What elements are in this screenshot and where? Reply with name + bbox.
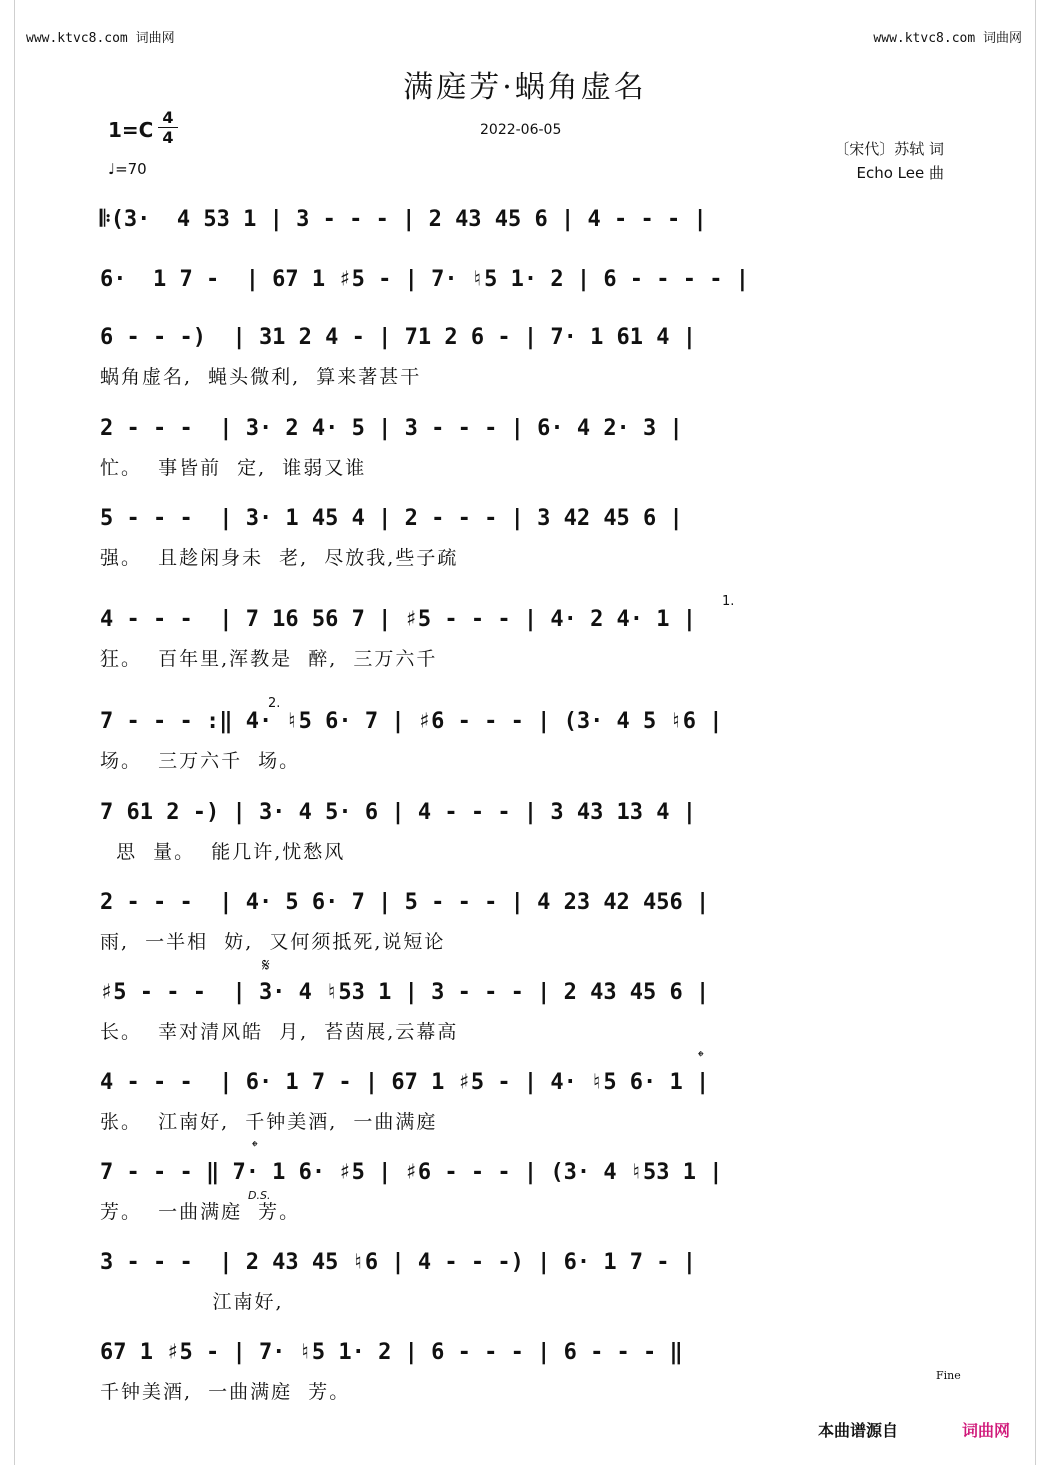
system-notes: 4 - - - | 7 16 56 7 | ♯5 - - - | 4· 2 4· 1 | [100,607,697,632]
time-signature-bottom: 4 [162,128,174,147]
header-site-left[interactable]: www.ktvc8.com 词曲网 [26,31,175,46]
system-notes: 67 1 ♯5 - | 7· ♮5 1· 2 | 6 - - - | 6 - - - ‖ [100,1340,683,1365]
volta-2-label: 2. [268,696,281,711]
system-lyrics: 蜗角虚名, 蝇头微利, 算来著甚干 [100,366,422,388]
time-signature-top: 4 [158,108,178,128]
system-notes: 𝄆(3· 4 53 1 | 3 - - - | 2 43 45 6 | 4 - - - | [100,207,707,232]
coda-icon: 𝄌 [252,1137,258,1156]
system-notes: 6 - - -) | 31 2 4 - | 71 2 6 - | 7· 1 61 4 | [100,325,697,350]
system-lyrics: 江南好, [100,1291,284,1313]
composer-credit: Echo Lee 曲 [856,164,944,182]
system-notes: 7 61 2 -) | 3· 4 5· 6 | 4 - - - | 3 43 13 4 | [100,800,697,825]
system-notes: ♯5 - - - | 3· 4 ♮53 1 | 3 - - - | 2 43 45 6 | [100,980,710,1005]
ds-marking: D.S. [248,1189,271,1202]
system-notes: 6· 1 7 - | 67 1 ♯5 - | 7· ♮5 1· 2 | 6 - - - - | [100,267,750,292]
header-site-right[interactable]: www.ktvc8.com 词曲网 [873,31,1022,46]
lyricist-credit: 〔宋代〕苏轼 词 [834,140,944,158]
system-lyrics: 张。 江南好, 千钟美酒, 一曲满庭 [100,1111,438,1133]
system-notes: 4 - - - | 6· 1 7 - | 67 1 ♯5 - | 4· ♮5 6· 1 | [100,1070,710,1095]
system-notes: 2 - - - | 3· 2 4· 5 | 3 - - - | 6· 4 2· 3 | [100,416,683,441]
system-lyrics: 狂。 百年里,浑教是 醉, 三万六千 [100,648,438,670]
segno-icon: 𝄋 [262,955,270,976]
tempo-marking: ♩=70 [108,160,147,178]
footer-brand-link[interactable]: 词曲网 [962,1421,1011,1440]
system-notes: 3 - - - | 2 43 45 ♮6 | 4 - - -) | 6· 1 7 - | [100,1250,697,1275]
system-notes: 7 - - - :‖ 4· ♮5 6· 7 | ♯6 - - - | (3· 4 5 ♮6 | [100,709,723,734]
time-signature [158,108,178,147]
system-notes: 2 - - - | 4· 5 6· 7 | 5 - - - | 4 23 42 456 | [100,890,710,915]
system-lyrics: 思 量。 能几许,忧愁风 [100,841,346,863]
coda-icon: 𝄌 [698,1047,704,1066]
song-title: 满庭芳·蜗角虚名 [403,70,647,105]
volta-1-label: 1. [722,594,735,609]
system-lyrics: 长。 幸对清风皓 月, 苔茵展,云幕高 [100,1021,459,1043]
system-lyrics: 雨, 一半相 妨, 又何须抵死,说短论 [100,931,446,953]
fine-marking: Fine [936,1369,961,1382]
system-notes: 7 - - - ‖ 7· 1 6· ♯5 | ♯6 - - - | (3· 4 ♮53 1 | [100,1160,723,1185]
system-lyrics: 忙。 事皆前 定, 谁弱又谁 [100,457,367,479]
score-date: 2022-06-05 [480,122,562,138]
system-lyrics: 场。 三万六千 场。 [100,750,301,772]
key-signature: 1=C [108,118,154,142]
footer-source-label: 本曲谱源自 [818,1421,899,1440]
system-lyrics: 强。 且趁闲身未 老, 尽放我,些子疏 [100,547,459,569]
left-border-strip [0,0,15,1465]
system-notes: 5 - - - | 3· 1 45 4 | 2 - - - | 3 42 45 6 | [100,506,683,531]
system-lyrics: 芳。 一曲满庭 芳。 [100,1201,301,1223]
system-lyrics: 千钟美酒, 一曲满庭 芳。 [100,1381,351,1403]
right-border-strip [1035,0,1050,1465]
